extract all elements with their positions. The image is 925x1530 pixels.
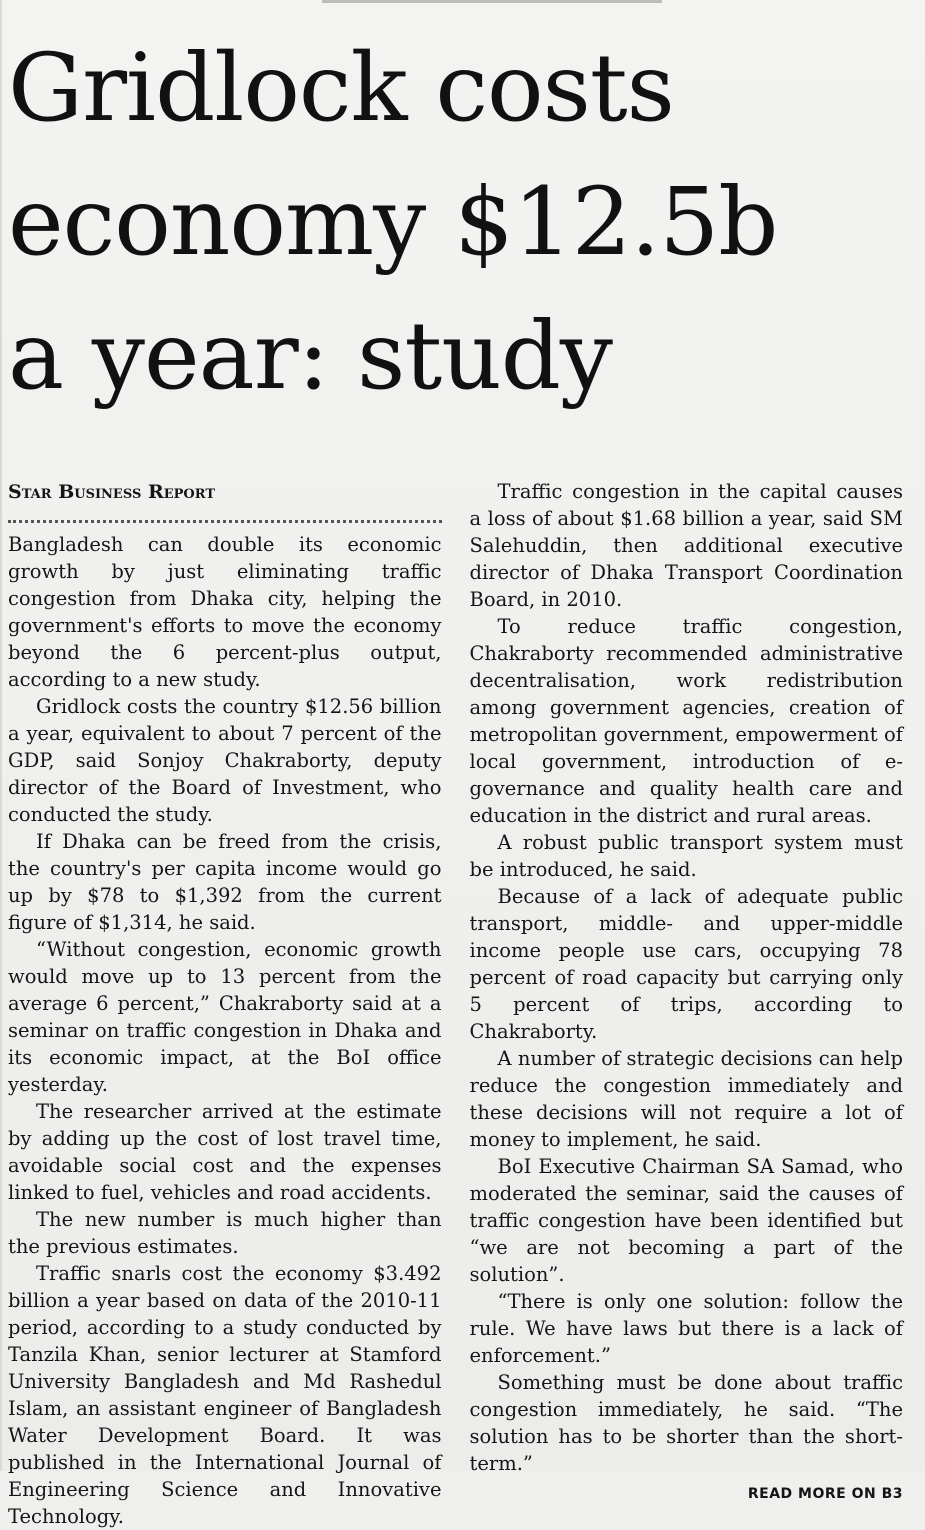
paragraph: Gridlock costs the country $12.56 billion a year, equivalent to about 7 percent of the GDP, said Sonjoy Chakraborty, deputy director of the Board of Investment, who conducted the study. — [8, 695, 442, 826]
paragraph: Because of a lack of adequate public transport, middle- and upper-middle income people use cars, occupying 78 percent of road capacity but carrying only 5 percent of trips, according to Chakraborty. — [469, 885, 903, 1043]
paragraph: The new number is much higher than the previous estimates. — [8, 1208, 442, 1258]
article-body — [8, 478, 903, 1530]
paragraph: To reduce traffic congestion, Chakraborty recommended administrative decentralisation, work redistribution among government agencies, creation of metropolitan government, empowerment of local government, introduction of e-governance and quality health care and education in the district and rural areas. — [469, 615, 903, 827]
paragraph: Traffic congestion in the capital causes a loss of about $1.68 billion a year, said SM Salehuddin, then additional executive director of Dhaka Transport Coordination Board, in 2010. — [469, 480, 903, 611]
paragraph: BoI Executive Chairman SA Samad, who moderated the seminar, said the causes of traffic congestion have been identified but “we are not becoming a part of the solution”. — [469, 1155, 903, 1286]
headline — [8, 0, 907, 424]
paragraph: “There is only one solution: follow the rule. We have laws but there is a lack of enforcement.” — [469, 1290, 903, 1367]
headline-line-3: a year: study — [8, 302, 613, 411]
byline: Star Business Report — [8, 481, 215, 503]
paragraph: Bangladesh can double its economic growth by just eliminating traffic congestion from Dhaka city, helping the government's efforts to move the economy beyond the 6 percent-plus output, according to a new study. — [8, 533, 442, 691]
paragraph: “Without congestion, economic growth would move up to 13 percent from the average 6 percent,” Chakraborty said at a seminar on traffic congestion in Dhaka and its economic impact, at the BoI office yesterday. — [8, 938, 442, 1096]
paragraph: A number of strategic decisions can help reduce the congestion immediately and these decisions will not require a lot of money to implement, he said. — [469, 1047, 903, 1151]
read-more-link[interactable]: READ MORE ON B3 — [747, 1486, 903, 1502]
top-rule — [322, 0, 662, 3]
dotted-divider — [8, 520, 442, 523]
column-right — [470, 478, 904, 1530]
column-left — [8, 478, 442, 1530]
paragraph: Something must be done about traffic congestion immediately, he said. “The solution has to be shorter than the short-term.” — [469, 1371, 903, 1475]
paragraph: The researcher arrived at the estimate by adding up the cost of lost travel time, avoidable social cost and the expenses linked to fuel, vehicles and road accidents. — [8, 1100, 442, 1204]
paragraph: A robust public transport system must be introduced, he said. — [469, 831, 903, 881]
paragraph: If Dhaka can be freed from the crisis, the country's per capita income would go up by $78 to $1,392 from the current figure of $1,314, he said. — [8, 830, 442, 934]
paragraph: Traffic snarls cost the economy $3.492 billion a year based on data of the 2010-11 period, according to a study conducted by Tanzila Khan, senior lecturer at Stamford University Bangladesh and Md Rashedul Islam, an assistant engineer of Bangladesh Water Development Board. It was published in the International Journal of Engineering Science and Innovative Technology. — [8, 1262, 442, 1528]
headline-line-2: economy $12.5b — [8, 168, 778, 277]
headline-line-1: Gridlock costs — [8, 34, 674, 143]
